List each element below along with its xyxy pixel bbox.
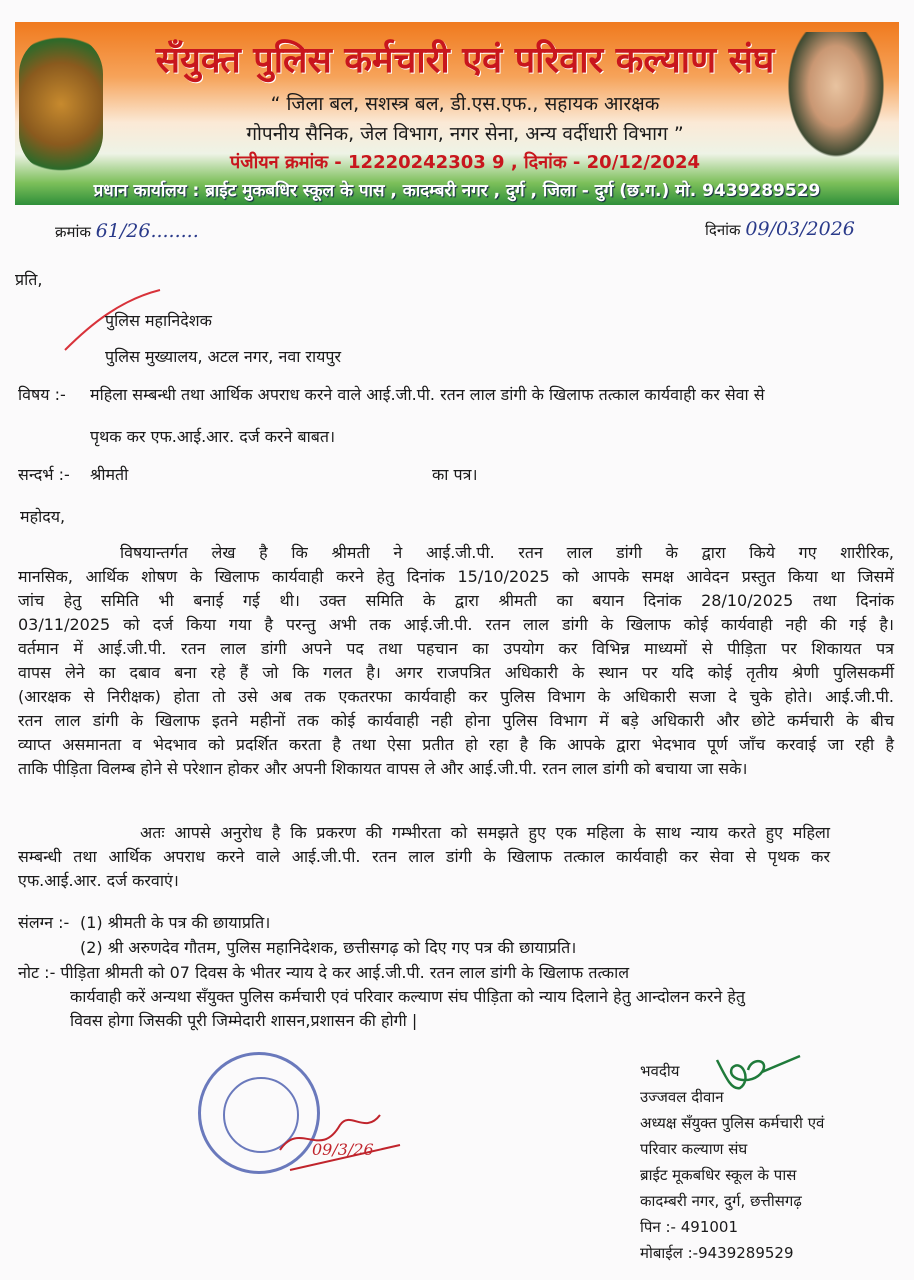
kramank-value: 61/26........	[95, 220, 199, 242]
note-line-3: विवस होगा जिसकी पूरी जिम्मेदारी शासन,प्रशासन की होगी |	[70, 1011, 418, 1030]
salutation: महोदय,	[20, 507, 66, 526]
note-line-2: कार्यवाही करें अन्यथा सँयुक्त पुलिस कर्मचारी एवं परिवार कल्याण संघ पीड़िता को न्याय दिलाने हेतु आन्दोलन करने हेतु	[70, 987, 745, 1006]
para2-line: एफ.आई.आर. दर्ज करवाएं।	[18, 871, 179, 890]
enclosure-1: (1) श्रीमती के पत्र की छायाप्रति।	[80, 913, 271, 932]
subject-label: विषय :-	[18, 385, 66, 404]
portrait-image	[781, 32, 891, 167]
reference-label: सन्दर्भ :-	[18, 465, 70, 484]
enclosure-label: संलग्न :-	[18, 913, 70, 932]
reference-end: का पत्र।	[432, 465, 478, 484]
closing: भवदीय	[640, 1062, 680, 1080]
association-logo	[19, 34, 103, 174]
para1-line: रतन लाल डांगी के खिलाफ इतने महीनों तक कोई कार्यवाही नही होना पुलिस विभाग में बड़े अधिकारी और छोटे कर्मचारी के बीच	[18, 711, 894, 730]
para1-line: विषयान्तर्गत लेख है कि श्रीमती ने आई.जी.पी. रतन लाल डांगी के द्वारा किये गए शारीरिक,	[120, 543, 894, 562]
subject-line-1: महिला सम्बन्धी तथा आर्थिक अपराध करने वाले आई.जी.पी. रतन लाल डांगी के खिलाफ तत्काल कार्यवाही कर सेवा से	[90, 385, 765, 404]
dinank-label: दिनांक	[705, 221, 741, 239]
para1-line: व्याप्त असमानता व भेदभाव को प्रदर्शित करता है तथा ऐसा प्रतीत हो रहा है कि आपके द्वारा भेदभाव पूर्ण जाँच करवाई जा रही है	[18, 735, 894, 754]
dinank-value: 09/03/2026	[745, 218, 855, 240]
body-paragraph-1	[18, 541, 894, 781]
reference-number	[55, 220, 199, 242]
tagline-2: गोपनीय सैनिक, जेल विभाग, नगर सेना, अन्य वर्दीधारी विभाग ”	[246, 123, 684, 145]
registration-number: पंजीयन क्रमांक - 12220242303 9 , दिनांक - 20/12/2024	[230, 152, 700, 173]
prati: प्रति,	[15, 270, 43, 289]
para1-line: ताकि पीड़िता विलम्ब होने से परेशान होकर और अपनी शिकायत वापस ले और आई.जी.पी. रतन लाल डांगी को बचाया जा सके।	[18, 759, 748, 778]
subject-line-2: पृथक कर एफ.आई.आर. दर्ज करने बाबत।	[90, 427, 336, 446]
para1-line: वर्तमान में आई.जी.पी. रतन लाल डांगी अपने पद तथा पहचान का उपयोग कर विभिन्न माध्यमों से पीड़िता पर शिकायत पत्र	[18, 639, 894, 658]
para2-line: सम्बन्धी तथा आर्थिक अपराध करने वाले आई.जी.पी. रतन लाल डांगी के खिलाफ तत्काल कार्यवाही कर सेवा से पृथक कर	[18, 847, 830, 866]
recipient-address: पुलिस मुख्यालय, अटल नगर, नवा रायपुर	[105, 347, 342, 366]
signature-block	[640, 1058, 824, 1266]
note-line-1: नोट :- पीड़िता श्रीमती को 07 दिवस के भीतर न्याय दे कर आई.जी.पी. रतन लाल डांगी के खिलाफ तत्काल	[18, 963, 630, 982]
letter-date	[705, 218, 855, 240]
para1-line: जांच हेतु समिति भी बनाई गई थी। उक्त समिति के द्वारा श्रीमती का बयान दिनांक 28/10/2025 तथा दिनांक	[18, 591, 894, 610]
org-name: सँयुक्त पुलिस कर्मचारी एवं परिवार कल्याण संघ	[155, 40, 775, 81]
para1-line: 03/11/2025 को दर्ज किया गया है परन्तु अभी तक आई.जी.पी. रतन लाल डांगी के खिलाफ कोई कार्यवाही नही की गई है।	[18, 615, 894, 634]
letterhead-banner	[15, 22, 899, 205]
designation-line-1: अध्यक्ष सँयुक्त पुलिस कर्मचारी एवं	[640, 1114, 825, 1132]
para1-line: मानसिक, आर्थिक शोषण के खिलाफ कार्यवाही करने हेतु दिनांक 15/10/2025 को आपके समक्ष आवेदन प्रस्तुत किया था जिसमें	[18, 567, 894, 586]
signatory-name: उज्जवल दीवान	[640, 1088, 724, 1106]
address-line-1: ब्राईट मूकबधिर स्कूल के पास	[640, 1166, 797, 1184]
para2-line: अतः आपसे अनुरोध है कि प्रकरण की गम्भीरता को समझते हुए एक महिला के साथ न्याय करते हुए महिला	[140, 823, 830, 842]
stamp-handwritten-date: 09/3/26	[312, 1140, 374, 1159]
mobile-number: मोबाईल :-9439289529	[640, 1244, 794, 1262]
pin-code: पिन :- 491001	[640, 1218, 738, 1236]
head-office-address: प्रधान कार्यालय : ब्राईट मुकबधिर स्कूल के पास , कादम्बरी नगर , दुर्ग , जिला - दुर्ग (छ.ग.) मो. 9439289529	[93, 181, 821, 201]
body-paragraph-2	[18, 821, 830, 893]
address-line-2: कादम्बरी नगर, दुर्ग, छत्तीसगढ़	[640, 1192, 802, 1210]
enclosure-2: (2) श्री अरुणदेव गौतम, पुलिस महानिदेशक, छत्तीसगढ़ को दिए गए पत्र की छायाप्रति।	[80, 938, 577, 957]
reference-start: श्रीमती	[90, 465, 129, 484]
tagline-1: “ जिला बल, सशस्त्र बल, डी.एस.एफ., सहायक आरक्षक	[270, 93, 660, 115]
recipient: पुलिस महानिदेशक	[105, 311, 212, 330]
kramank-label: क्रमांक	[55, 223, 91, 241]
designation-line-2: परिवार कल्याण संघ	[640, 1140, 748, 1158]
para1-line: वापस लेने का दबाव बना रहे हैं जो कि गलत है। अगर राजपत्रित अधिकारी के स्थान पर यदि कोई तृतीय श्रेणी पुलिसकर्मी	[18, 663, 894, 682]
para1-line: (आरक्षक से निरीक्षक) होता तो उसे अब तक एकतरफा कार्यवाही कर पुलिस विभाग के अधिकारी सजा दे चुके होते। आई.जी.पी.	[18, 687, 894, 706]
